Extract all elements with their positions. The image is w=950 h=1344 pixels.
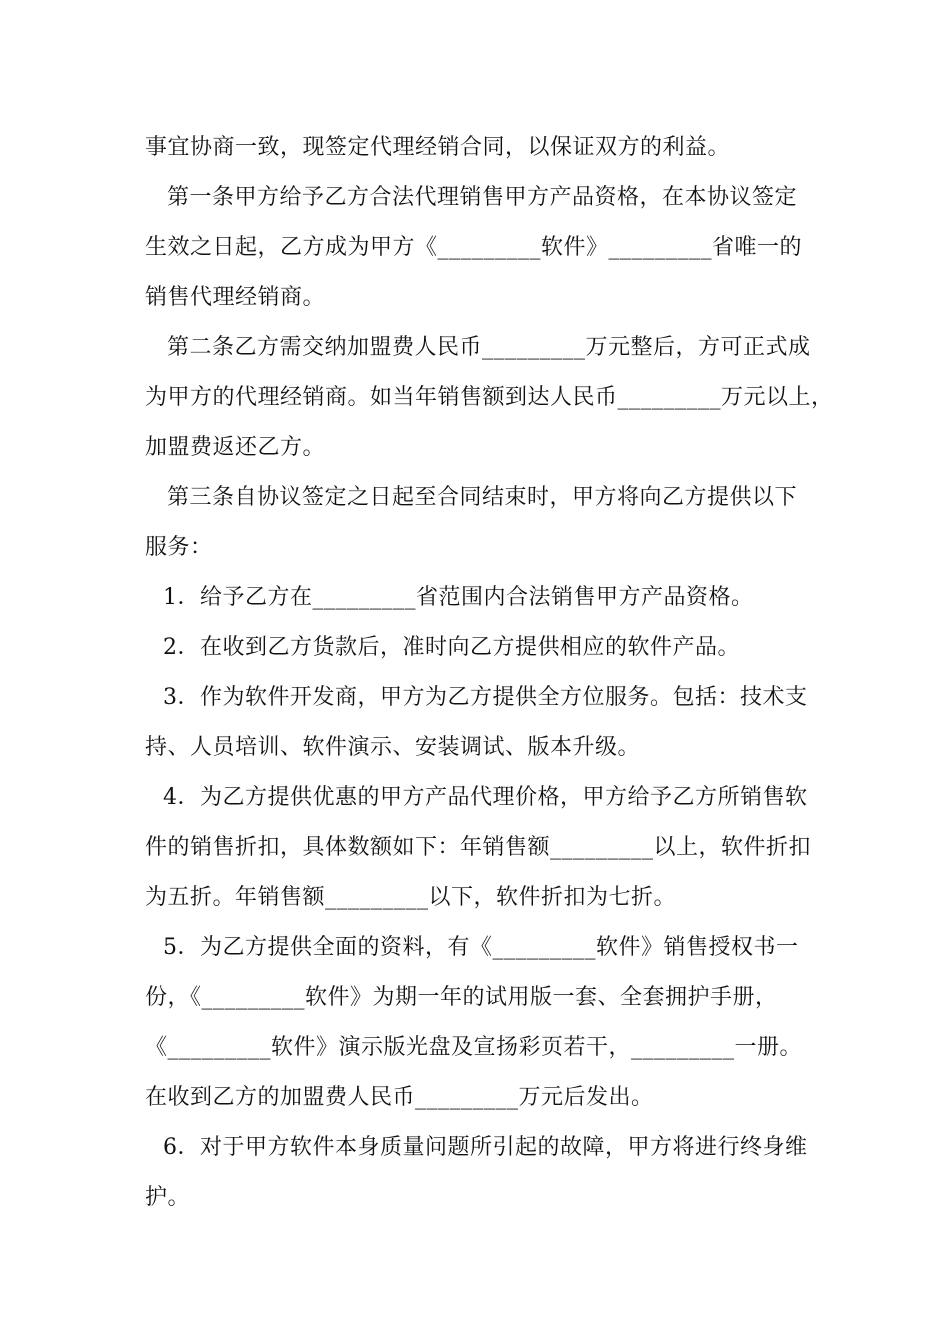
list-item: 4．为乙方提供优惠的甲方产品代理价格，甲方给予乙方所销售软: [163, 785, 808, 810]
text-line: 在收到乙方的加盟费人民币_________万元后发出。: [145, 1085, 654, 1110]
list-item: 2．在收到乙方货款后，准时向乙方提供相应的软件产品。: [163, 635, 740, 660]
text-line: 件的销售折扣，具体数额如下：年销售额_________以上，软件折扣: [145, 835, 812, 860]
text-line: 销售代理经销商。: [145, 285, 326, 310]
text-line: 持、人员培训、软件演示、安装调试、版本升级。: [145, 735, 641, 760]
text-line: 第三条自协议签定之日起至合同结束时，甲方将向乙方提供以下: [167, 485, 798, 510]
text-line: 事宜协商一致，现签定代理经销合同，以保证双方的利益。: [145, 135, 731, 160]
list-item: 3．作为软件开发商，甲方为乙方提供全方位服务。包括：技术支: [163, 685, 808, 710]
list-item: 1．给予乙方在_________省范围内合法销售甲方产品资格。: [163, 585, 754, 610]
text-line: 《_________软件》演示版光盘及宣扬彩页若干，_________一册。: [145, 1035, 803, 1060]
list-item: 5．为乙方提供全面的资料，有《_________软件》销售授权书一: [163, 935, 799, 960]
text-line: 份，《_________软件》为期一年的试用版一套、全套拥护手册，: [145, 985, 778, 1010]
text-line: 为五折。年销售额_________以下，软件折扣为七折。: [145, 885, 677, 910]
text-line: 第二条乙方需交纳加盟费人民币_________万元整后，方可正式成: [167, 335, 811, 360]
text-line: 为甲方的代理经销商。如当年销售额到达人民币_________万元以上，: [145, 385, 834, 410]
text-line: 加盟费返还乙方。: [145, 435, 326, 460]
text-line: 服务：: [145, 535, 213, 560]
text-line: 第一条甲方给予乙方合法代理销售甲方产品资格，在本协议签定: [167, 185, 798, 210]
list-item: 6．对于甲方软件本身质量问题所引起的故障，甲方将进行终身维: [163, 1135, 808, 1160]
text-line: 护。: [145, 1185, 191, 1210]
text-line: 生效之日起，乙方成为甲方《_________软件》_________省唯一的: [145, 235, 803, 260]
